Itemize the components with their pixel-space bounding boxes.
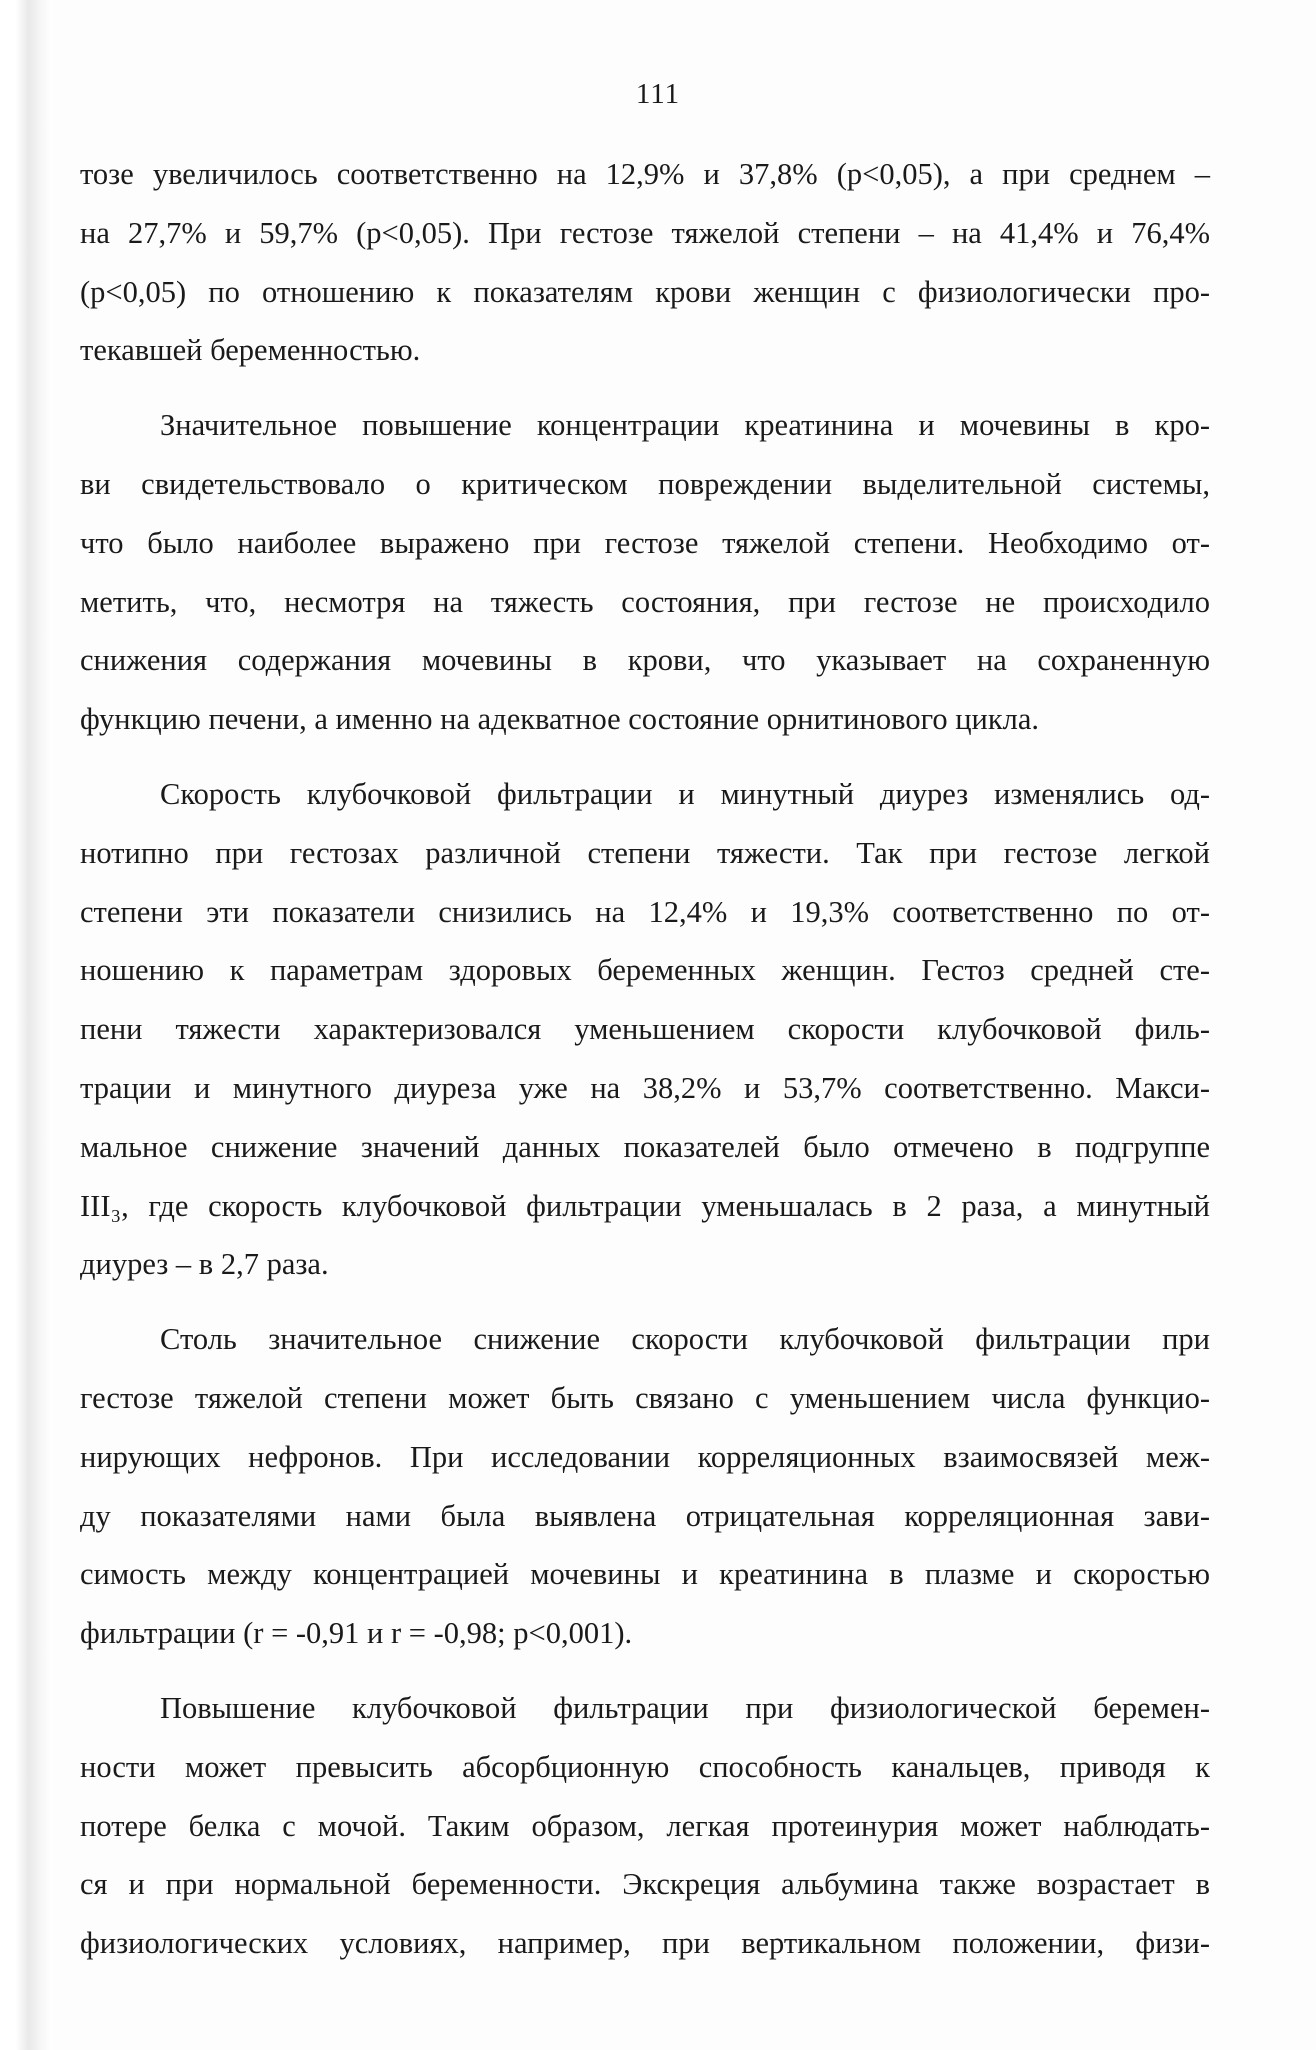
text-line: ся и при нормальной беременности. Экскреция альбумина также возрастает в: [80, 1867, 1210, 1902]
text-line: Скорость клубочковой фильтрации и минутный диурез изменялись од-: [160, 776, 1210, 811]
text-line: метить, что, несмотря на тяжесть состояния, при гестозе не происходило: [80, 584, 1210, 619]
text-line: (p<0,05) по отношению к показателям крови женщин с физиологически про-: [80, 274, 1210, 309]
text-line: симость между концентрацией мочевины и креатинина в плазме и скоростью: [80, 1557, 1210, 1592]
text-line: нирующих нефронов. При исследовании корреляционных взаимосвязей меж-: [80, 1439, 1210, 1474]
text-line: функцию печени, а именно на адекватное состояние орнитинового цикла.: [80, 702, 1040, 737]
paragraph: [80, 765, 1210, 1294]
text-line: гестозе тяжелой степени может быть связано с уменьшением числа функцио-: [80, 1380, 1210, 1415]
binding-shadow: [0, 0, 52, 2050]
paragraph: [80, 396, 1210, 749]
text-line: физиологических условиях, например, при вертикальном положении, физи-: [80, 1926, 1210, 1961]
text-line: Столь значительное снижение скорости клубочковой фильтрации при: [160, 1322, 1210, 1357]
text-line: трации и минутного диуреза уже на 38,2% и 53,7% соответственно. Макси-: [80, 1070, 1210, 1105]
body-text: [80, 145, 1210, 1973]
text-line: ности может превысить абсорбционную способность канальцев, приводя к: [80, 1749, 1210, 1784]
paragraph-gap: [80, 380, 1210, 396]
text-line: степени эти показатели снизились на 12,4% и 19,3% соответственно по от-: [80, 894, 1210, 929]
text-line: снижения содержания мочевины в крови, что указывает на сохраненную: [80, 643, 1210, 678]
text-line: потере белка с мочой. Таким образом, легкая протеинурия может наблюдать-: [80, 1808, 1210, 1843]
text-line: мальное снижение значений данных показателей было отмечено в подгруппе: [80, 1129, 1210, 1164]
text-line: что было наиболее выражено при гестозе тяжелой степени. Необходимо от-: [80, 525, 1210, 560]
paragraph: [80, 1679, 1210, 1973]
text-line: III₃, где скорость клубочковой фильтрации уменьшалась в 2 раза, а минутный: [80, 1188, 1210, 1223]
text-line: на 27,7% и 59,7% (p<0,05). При гестозе тяжелой степени – на 41,4% и 76,4%: [80, 215, 1210, 250]
text-line: Значительное повышение концентрации креатинина и мочевины в кро-: [160, 408, 1210, 443]
text-line: нотипно при гестозах различной степени тяжести. Так при гестозе легкой: [80, 835, 1210, 870]
text-line: ви свидетельствовало о критическом повреждении выделительной системы,: [80, 466, 1210, 501]
text-line: ду показателями нами была выявлена отрицательная корреляционная зави-: [80, 1498, 1210, 1533]
paragraph: [80, 145, 1210, 380]
page-number: 111: [635, 78, 681, 110]
text-line: тозе увеличилось соответственно на 12,9% и 37,8% (p<0,05), а при среднем –: [80, 157, 1210, 191]
paragraph: [80, 1310, 1210, 1663]
text-line: диурез – в 2,7 раза.: [80, 1247, 329, 1282]
text-line: ношению к параметрам здоровых беременных женщин. Гестоз средней сте-: [80, 953, 1210, 988]
text-line: фильтрации (r = -0,91 и r = -0,98; p<0,001).: [80, 1616, 633, 1651]
text-line: пени тяжести характеризовался уменьшением скорости клубочковой филь-: [80, 1012, 1210, 1047]
text-line: текавшей беременностью.: [80, 333, 421, 368]
text-line: Повышение клубочковой фильтрации при физиологической беремен-: [160, 1690, 1210, 1725]
paragraph-gap: [80, 1294, 1210, 1310]
paragraph-gap: [80, 1663, 1210, 1679]
paragraph-gap: [80, 749, 1210, 765]
